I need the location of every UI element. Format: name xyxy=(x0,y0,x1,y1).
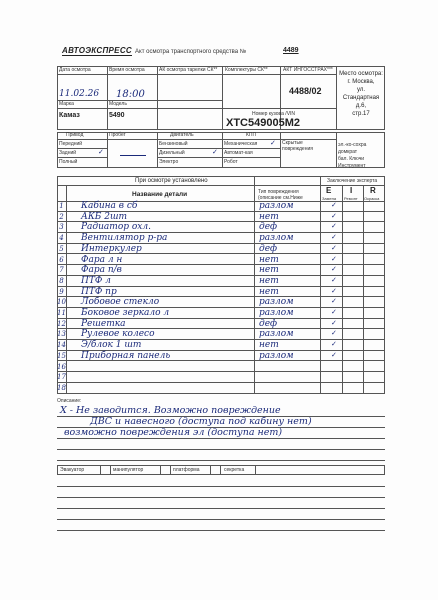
ak-sk-label: АК осмотра тарелки СК** xyxy=(159,67,218,73)
row-number: 15 xyxy=(57,351,66,360)
replace-checkmark: ✓ xyxy=(331,255,337,263)
row-number: 2 xyxy=(59,212,64,221)
place-label: Место осмотра: xyxy=(339,71,383,77)
kompl-label: Комплектуры СК** xyxy=(225,67,268,73)
part-name: Интеркулер xyxy=(81,243,142,254)
col-type-header: Тип повреждения xyxy=(258,189,299,195)
table-row xyxy=(57,287,385,298)
drive-full: Полный xyxy=(59,159,78,165)
row-number: 5 xyxy=(59,244,64,253)
damage-type: разлом xyxy=(259,350,294,361)
drive-label: Привод xyxy=(66,132,84,138)
place-block xyxy=(338,70,384,118)
place-line-3: стр.17 xyxy=(352,111,370,117)
replace-checkmark: ✓ xyxy=(331,244,337,252)
notes-text xyxy=(60,405,385,438)
part-name: ПТФ л xyxy=(81,275,111,286)
notes-label: Описание: xyxy=(57,398,82,404)
evacuator-label: Эвакуатор xyxy=(60,467,85,473)
table-row xyxy=(57,233,385,244)
engine-label: Двигатель xyxy=(170,132,194,138)
model-value: 5490 xyxy=(109,112,125,119)
engine-diesel-checkmark: ✓ xyxy=(212,149,218,156)
part-name: Решетка xyxy=(81,318,126,329)
act-number: 4489 xyxy=(283,47,299,54)
date-label: Дата осмотра xyxy=(59,67,91,73)
part-name: Фара п/в xyxy=(81,265,122,276)
drive-rear: Задний xyxy=(59,150,77,156)
notes-line-2: ДВС и навесного (доступа под кабину нет) xyxy=(90,416,312,427)
replace-checkmark: ✓ xyxy=(331,287,337,295)
damage-type: деф xyxy=(259,318,278,329)
expert-col-e: E xyxy=(326,186,332,195)
part-name: Боковое зеркало л xyxy=(81,308,170,318)
damage-type: разлом xyxy=(259,329,294,340)
table-row xyxy=(57,276,385,287)
part-name: ПТФ пр xyxy=(81,286,117,297)
damage-type: нет xyxy=(259,211,279,222)
place-line-2: ул. Стандартная д.6, xyxy=(342,87,380,109)
expert-sub-replace: Замена xyxy=(322,196,337,201)
replace-checkmark: ✓ xyxy=(331,341,337,349)
replace-checkmark: ✓ xyxy=(331,309,337,316)
gearbox-manual: Механическая xyxy=(224,141,258,147)
row-number: 3 xyxy=(59,223,64,232)
damage-type: нет xyxy=(259,254,279,265)
replace-checkmark: ✓ xyxy=(331,266,337,274)
part-name: Радиатор охл. xyxy=(81,222,151,233)
manipulator-label: манипулятор xyxy=(113,467,144,473)
date-value: 11.02.26 xyxy=(59,89,100,99)
part-name: Приборная панель xyxy=(81,350,171,361)
table-row xyxy=(57,201,385,212)
table-row xyxy=(57,265,385,276)
row-number: 8 xyxy=(59,276,64,285)
table-row xyxy=(57,329,385,340)
replace-checkmark: ✓ xyxy=(331,223,337,231)
expert-title: Заключение эксперта xyxy=(327,178,378,184)
replace-checkmark: ✓ xyxy=(331,330,337,338)
damage-type: нет xyxy=(259,340,279,351)
gearbox-label: КПП xyxy=(246,132,257,138)
row-number: 12 xyxy=(57,319,66,328)
row-number: 16 xyxy=(57,362,66,371)
replace-checkmark: ✓ xyxy=(331,276,337,284)
ak-inst-label: АКТ ИНГОССТРАХ*** xyxy=(283,67,333,73)
row-number: 7 xyxy=(59,266,64,275)
make-label: Марка xyxy=(59,101,74,107)
part-name: Кабина в сб xyxy=(81,201,138,211)
engine-diesel: Дизельный xyxy=(159,150,185,156)
col-type-sub: (описание см.Ниже xyxy=(258,195,303,201)
expert-sub-paint: Окраска xyxy=(364,196,380,201)
table-row xyxy=(57,222,385,233)
ak-inst-value: 4488/02 xyxy=(289,86,322,96)
replace-checkmark: ✓ xyxy=(331,351,337,359)
part-name: АКБ 2шт xyxy=(81,211,128,222)
replace-checkmark: ✓ xyxy=(331,202,337,209)
model-label: Модель xyxy=(109,101,127,107)
table-row xyxy=(57,212,385,223)
gearbox-auto: Автомат-кая xyxy=(224,150,253,156)
platform-label: платформа xyxy=(173,467,200,473)
table-row xyxy=(57,255,385,266)
notes-line-3: возможно повреждения эл (доступа нет) xyxy=(64,427,283,438)
mileage-dash xyxy=(120,155,146,156)
damage-type: разлом xyxy=(259,297,294,308)
bottom-strip xyxy=(57,465,385,475)
damage-type: разлом xyxy=(259,201,294,211)
part-name: Вентилятор р-ра xyxy=(81,233,168,244)
row-number: 18 xyxy=(57,383,66,392)
notes-line-1: Х - Не заводится. Возможно повреждение xyxy=(60,405,281,416)
section-title: При осмотре установлено xyxy=(135,178,208,184)
replace-checkmark: ✓ xyxy=(331,319,337,327)
damage-type: деф xyxy=(259,222,278,233)
table-row xyxy=(57,372,385,383)
part-name: Рулевое колесо xyxy=(81,329,155,340)
damage-label: Скрытые повреждения xyxy=(282,140,313,152)
table-row xyxy=(57,351,385,362)
damage-type: деф xyxy=(259,243,278,254)
place-line-1: г. Москва, xyxy=(347,79,375,85)
row-number: 13 xyxy=(57,330,66,339)
damage-type: нет xyxy=(259,265,279,276)
row-number: 4 xyxy=(59,234,64,243)
drive-front: Передний xyxy=(59,141,83,147)
part-name: Лобовое стекло xyxy=(81,297,160,308)
table-row xyxy=(57,297,385,308)
time-value: 18:00 xyxy=(116,89,145,100)
table-row xyxy=(57,340,385,351)
mileage-label: Пробег xyxy=(109,132,126,138)
time-label: Время осмотра xyxy=(109,67,145,73)
table-row xyxy=(57,319,385,330)
part-name: Э/блок 1 шт xyxy=(81,340,142,351)
secretka-label: секретка xyxy=(224,467,245,473)
damage-type: нет xyxy=(259,275,279,286)
row-number: 17 xyxy=(57,373,66,382)
expert-sub-repair: Ремонт xyxy=(344,196,358,201)
table-row xyxy=(57,308,385,319)
make-value: Камаз xyxy=(59,112,80,119)
table-row xyxy=(57,362,385,373)
expert-col-r: R xyxy=(370,186,376,195)
gearbox-robot: Робот xyxy=(224,159,238,165)
row-number: 14 xyxy=(57,341,66,350)
diag-opt-1: эл.-ко-сохра xyxy=(338,142,367,148)
row-number: 6 xyxy=(59,255,64,264)
diag-opt-3: бал. Ключи xyxy=(338,156,365,162)
table-row xyxy=(57,383,385,394)
damage-type: разлом xyxy=(259,233,294,244)
company-logo: АВТОЭКСПРЕСС xyxy=(62,46,132,55)
table-row xyxy=(57,244,385,255)
replace-checkmark: ✓ xyxy=(331,212,337,220)
engine-petrol: Бензиновый xyxy=(159,141,188,147)
damage-type: разлом xyxy=(259,308,294,318)
expert-col-i: I xyxy=(350,186,353,195)
row-number: 11 xyxy=(57,309,66,317)
replace-checkmark: ✓ xyxy=(331,234,337,242)
engine-electro: Электро xyxy=(159,159,179,165)
row-number: 9 xyxy=(59,287,64,296)
act-title: Акт осмотра транспортного средства № xyxy=(135,49,247,55)
row-number: 1 xyxy=(59,202,64,210)
vin-label: Номер кузова /VIN xyxy=(252,111,296,117)
gearbox-manual-checkmark: ✓ xyxy=(270,140,276,147)
part-name: Фара л н xyxy=(81,254,123,265)
col-name-header: Название детали xyxy=(132,191,188,198)
drive-rear-checkmark: ✓ xyxy=(98,149,104,156)
row-number: 10 xyxy=(57,298,66,307)
damage-type: нет xyxy=(259,286,279,297)
vin-value: XTC549005M2 xyxy=(226,117,300,129)
diag-opt-4: Инструмент xyxy=(338,163,366,169)
diag-opt-2: домкрат xyxy=(338,149,358,155)
replace-checkmark: ✓ xyxy=(331,298,337,306)
